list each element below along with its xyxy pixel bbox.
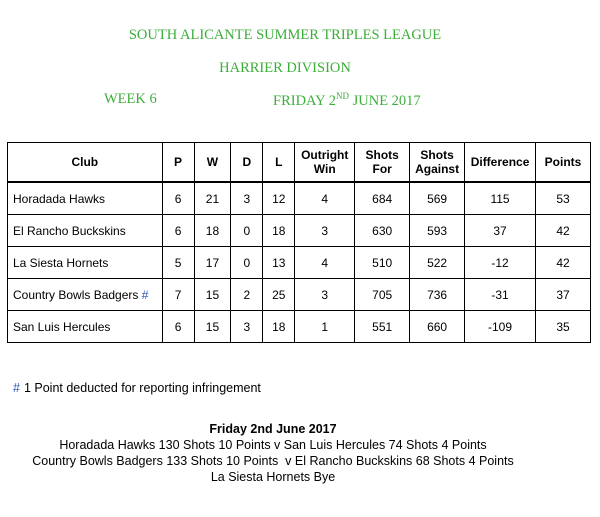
club-cell bbox=[8, 279, 163, 311]
table-row bbox=[8, 247, 591, 279]
club-name: La Siesta Hornets bbox=[13, 255, 109, 270]
points-cell: 35 bbox=[536, 311, 591, 343]
col-header-shots-against-line1: Shots bbox=[420, 148, 454, 162]
shots-against-cell: 736 bbox=[410, 279, 465, 311]
fixture-results bbox=[0, 421, 546, 485]
lost-cell: 18 bbox=[263, 215, 295, 247]
outright-win-cell: 4 bbox=[295, 182, 355, 215]
col-header-difference: Difference bbox=[465, 143, 536, 183]
col-header-shots-against bbox=[410, 143, 465, 183]
shots-against-cell: 569 bbox=[410, 182, 465, 215]
col-header-points: Points bbox=[536, 143, 591, 183]
league-title: SOUTH ALICANTE SUMMER TRIPLES LEAGUE bbox=[128, 27, 442, 43]
footnote-text: 1 Point deducted for reporting infringement bbox=[23, 381, 261, 395]
won-cell: 15 bbox=[194, 311, 231, 343]
club-name: Horadada Hawks bbox=[13, 191, 106, 206]
won-cell: 21 bbox=[194, 182, 231, 215]
won-cell: 18 bbox=[194, 215, 231, 247]
col-header-played: P bbox=[162, 143, 194, 183]
col-header-shots-for bbox=[355, 143, 410, 183]
points-cell: 42 bbox=[536, 215, 591, 247]
table-row bbox=[8, 279, 591, 311]
shots-for-cell: 510 bbox=[355, 247, 410, 279]
drawn-cell: 2 bbox=[231, 279, 263, 311]
lost-cell: 18 bbox=[263, 311, 295, 343]
result-line: Horadada Hawks 130 Shots 10 Points v San Luis Hercules 74 Shots 4 Points bbox=[59, 438, 487, 452]
table-row bbox=[8, 311, 591, 343]
col-header-shots-for-line2: For bbox=[372, 162, 392, 176]
played-cell: 5 bbox=[162, 247, 194, 279]
col-header-shots-against-line2: Against bbox=[415, 162, 460, 176]
lost-cell: 25 bbox=[263, 279, 295, 311]
points-cell: 37 bbox=[536, 279, 591, 311]
played-cell: 6 bbox=[162, 311, 194, 343]
difference-cell: 115 bbox=[465, 182, 536, 215]
outright-win-cell: 1 bbox=[295, 311, 355, 343]
division-title: HARRIER DIVISION bbox=[219, 60, 351, 76]
difference-cell: -31 bbox=[465, 279, 536, 311]
drawn-cell: 0 bbox=[231, 247, 263, 279]
points-cell: 53 bbox=[536, 182, 591, 215]
club-cell bbox=[8, 311, 163, 343]
result-line: La Siesta Hornets Bye bbox=[210, 470, 336, 484]
outright-win-cell: 4 bbox=[295, 247, 355, 279]
week-label: WEEK 6 bbox=[104, 91, 157, 107]
club-cell bbox=[8, 182, 163, 215]
table-row bbox=[8, 215, 591, 247]
club-name: San Luis Hercules bbox=[13, 319, 111, 334]
shots-for-cell: 551 bbox=[355, 311, 410, 343]
result-line: Country Bowls Badgers 133 Shots 10 Points v El Rancho Buckskins 68 Shots 4 Points bbox=[32, 454, 514, 468]
outright-win-cell: 3 bbox=[295, 279, 355, 311]
table-row bbox=[8, 182, 591, 215]
points-cell: 42 bbox=[536, 247, 591, 279]
won-cell: 17 bbox=[194, 247, 231, 279]
col-header-drawn: D bbox=[231, 143, 263, 183]
deduction-mark: # bbox=[141, 287, 149, 302]
col-header-outright-line2: Win bbox=[313, 162, 336, 176]
played-cell: 6 bbox=[162, 182, 194, 215]
fixture-date-suffix-ordinal: ND bbox=[335, 91, 349, 101]
difference-cell: 37 bbox=[465, 215, 536, 247]
col-header-lost: L bbox=[263, 143, 295, 183]
footnote-mark: # bbox=[13, 381, 20, 395]
lost-cell: 13 bbox=[263, 247, 295, 279]
table-header-row bbox=[8, 143, 591, 183]
played-cell: 7 bbox=[162, 279, 194, 311]
col-header-club: Club bbox=[8, 143, 163, 183]
shots-for-cell: 684 bbox=[355, 182, 410, 215]
results-title: Friday 2nd June 2017 bbox=[209, 422, 337, 436]
col-header-shots-for-line1: Shots bbox=[365, 148, 399, 162]
won-cell: 15 bbox=[194, 279, 231, 311]
outright-win-cell: 3 bbox=[295, 215, 355, 247]
shots-for-cell: 705 bbox=[355, 279, 410, 311]
difference-cell: -12 bbox=[465, 247, 536, 279]
shots-against-cell: 593 bbox=[410, 215, 465, 247]
shots-against-cell: 522 bbox=[410, 247, 465, 279]
fixture-date bbox=[273, 91, 421, 110]
shots-for-cell: 630 bbox=[355, 215, 410, 247]
col-header-won: W bbox=[194, 143, 231, 183]
club-cell bbox=[8, 215, 163, 247]
played-cell: 6 bbox=[162, 215, 194, 247]
shots-against-cell: 660 bbox=[410, 311, 465, 343]
col-header-outright-win bbox=[295, 143, 355, 183]
drawn-cell: 3 bbox=[231, 182, 263, 215]
drawn-cell: 0 bbox=[231, 215, 263, 247]
drawn-cell: 3 bbox=[231, 311, 263, 343]
col-header-outright-line1: Outright bbox=[301, 148, 349, 162]
club-name: Country Bowls Badgers bbox=[13, 287, 139, 302]
deduction-footnote bbox=[13, 381, 261, 395]
fixture-date-prefix: FRIDAY 2 bbox=[273, 93, 336, 109]
fixture-date-rest: JUNE 2017 bbox=[348, 93, 421, 109]
difference-cell: -109 bbox=[465, 311, 536, 343]
club-name: El Rancho Buckskins bbox=[13, 223, 126, 238]
club-cell bbox=[8, 247, 163, 279]
league-standings-table bbox=[7, 142, 591, 343]
lost-cell: 12 bbox=[263, 182, 295, 215]
